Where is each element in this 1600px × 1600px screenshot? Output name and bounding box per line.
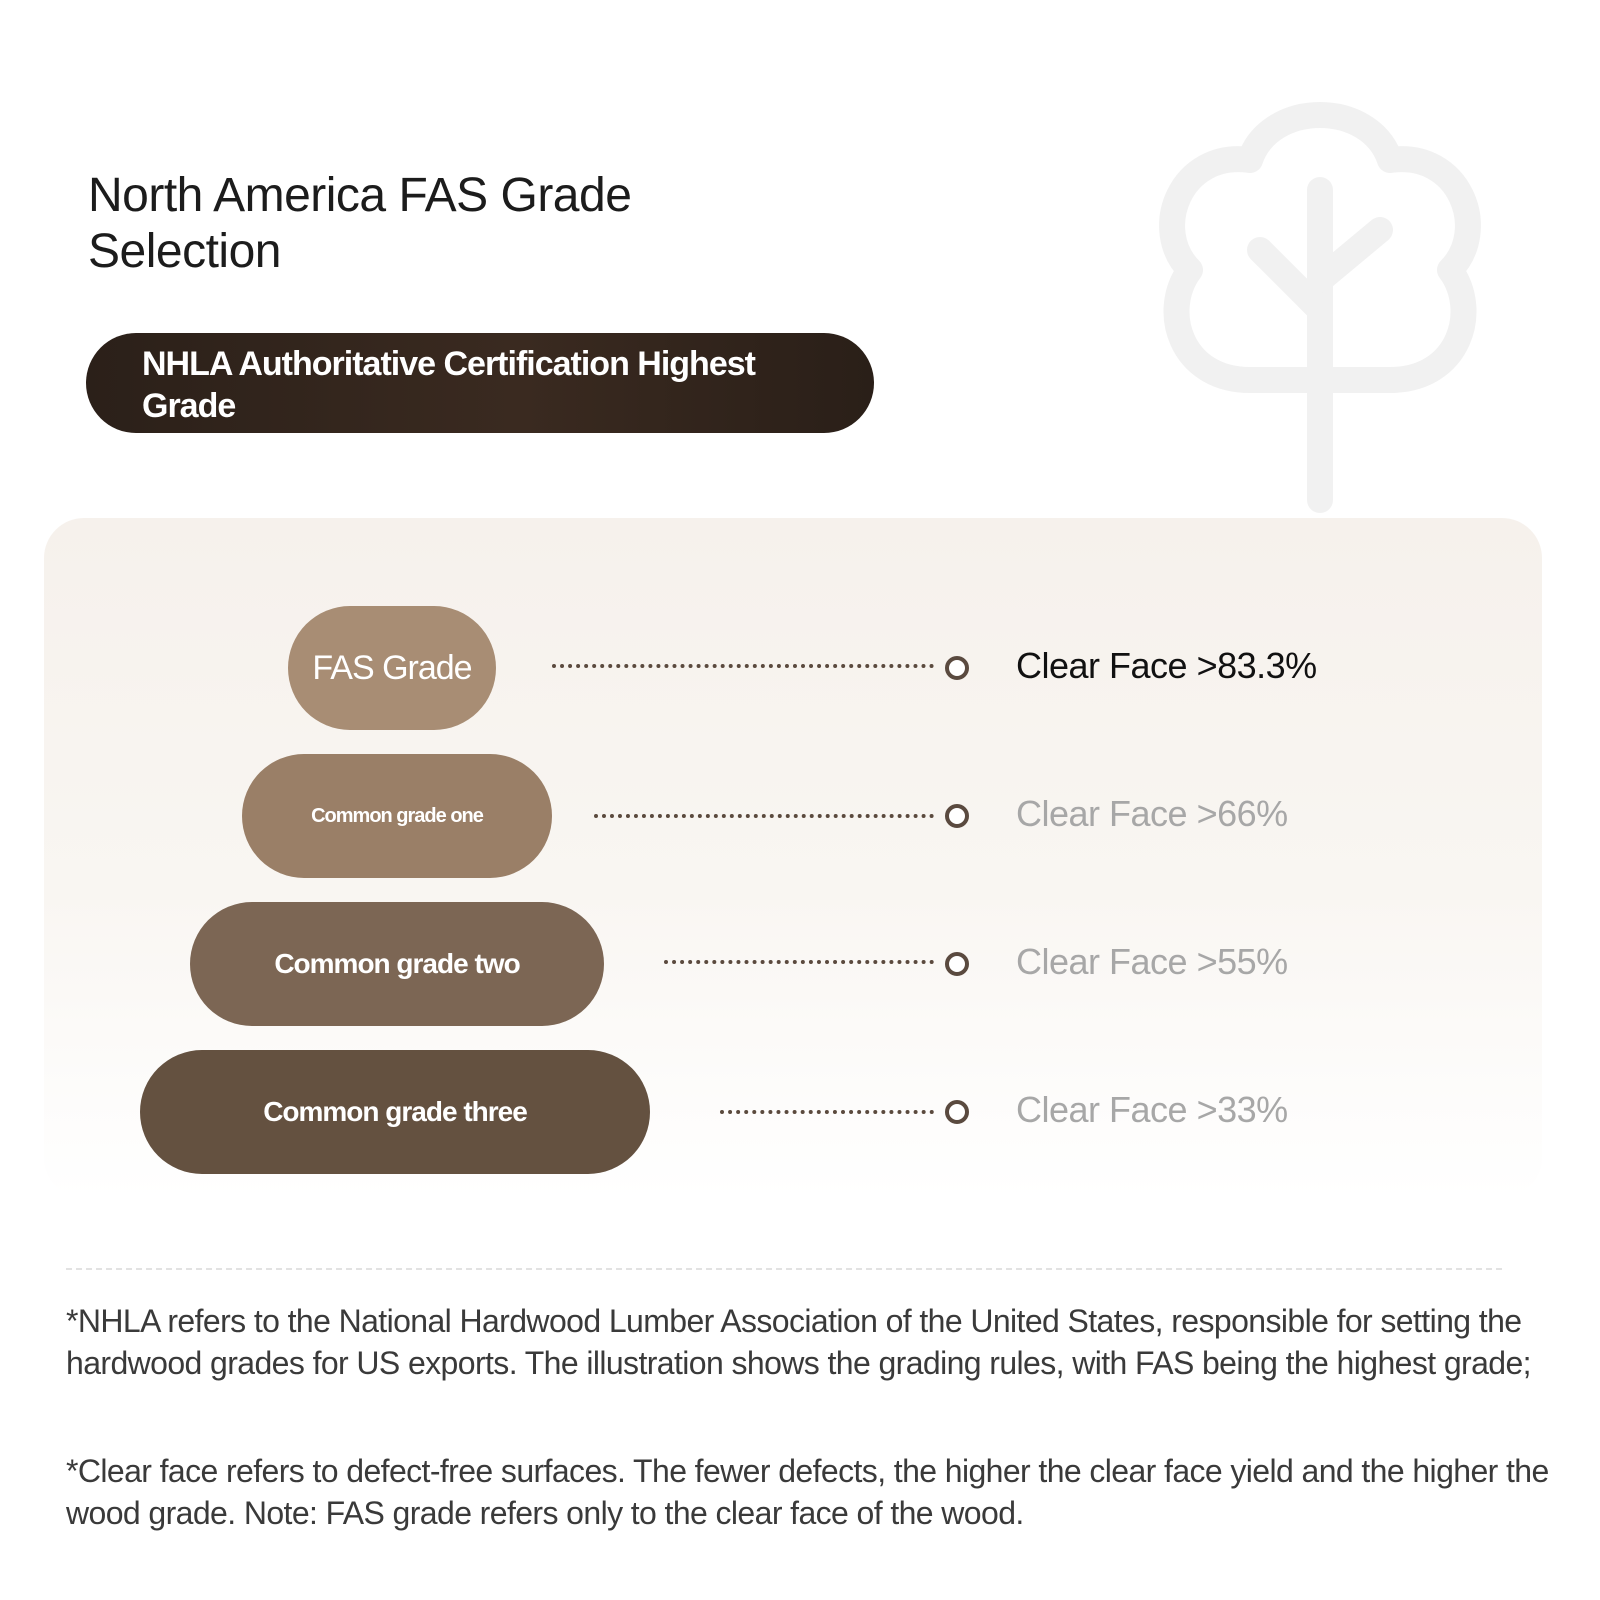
clear-face-value: Clear Face >83.3% bbox=[1016, 645, 1317, 686]
clear-face-value: Clear Face >55% bbox=[1016, 941, 1288, 982]
connector-node bbox=[945, 656, 969, 680]
footnote-clear-face: *Clear face refers to defect-free surfaces. The fewer defects, the higher the clear face yield and the higher the wood grade. Note: FAS grade refers only to the clear face of the wood. bbox=[66, 1453, 1549, 1531]
grade-pill-fas: FAS Grade bbox=[288, 606, 496, 730]
connector-node bbox=[945, 804, 969, 828]
connector-line bbox=[594, 814, 934, 818]
connector-line bbox=[552, 664, 934, 668]
connector-node bbox=[945, 952, 969, 976]
footnote-nhla: *NHLA refers to the National Hardwood Lumber Association of the United States, responsible for setting the hardwood grades for US exports. The illustration shows the grading rules, with FAS being the highest grade; bbox=[66, 1303, 1531, 1381]
clear-face-value: Clear Face >33% bbox=[1016, 1089, 1288, 1130]
grade-pill-common-three: Common grade three bbox=[140, 1050, 650, 1174]
grade-pill-common-one: Common grade one bbox=[242, 754, 552, 878]
connector-line bbox=[720, 1110, 934, 1114]
certification-badge: NHLA Authoritative Certification Highest Grade bbox=[86, 333, 874, 433]
divider bbox=[66, 1268, 1502, 1270]
grade-pill-common-two: Common grade two bbox=[190, 902, 604, 1026]
connector-node bbox=[945, 1100, 969, 1124]
page-title: North America FAS Grade Selection bbox=[88, 169, 632, 278]
tree-icon bbox=[1140, 80, 1500, 520]
connector-line bbox=[664, 960, 934, 964]
clear-face-value: Clear Face >66% bbox=[1016, 793, 1288, 834]
